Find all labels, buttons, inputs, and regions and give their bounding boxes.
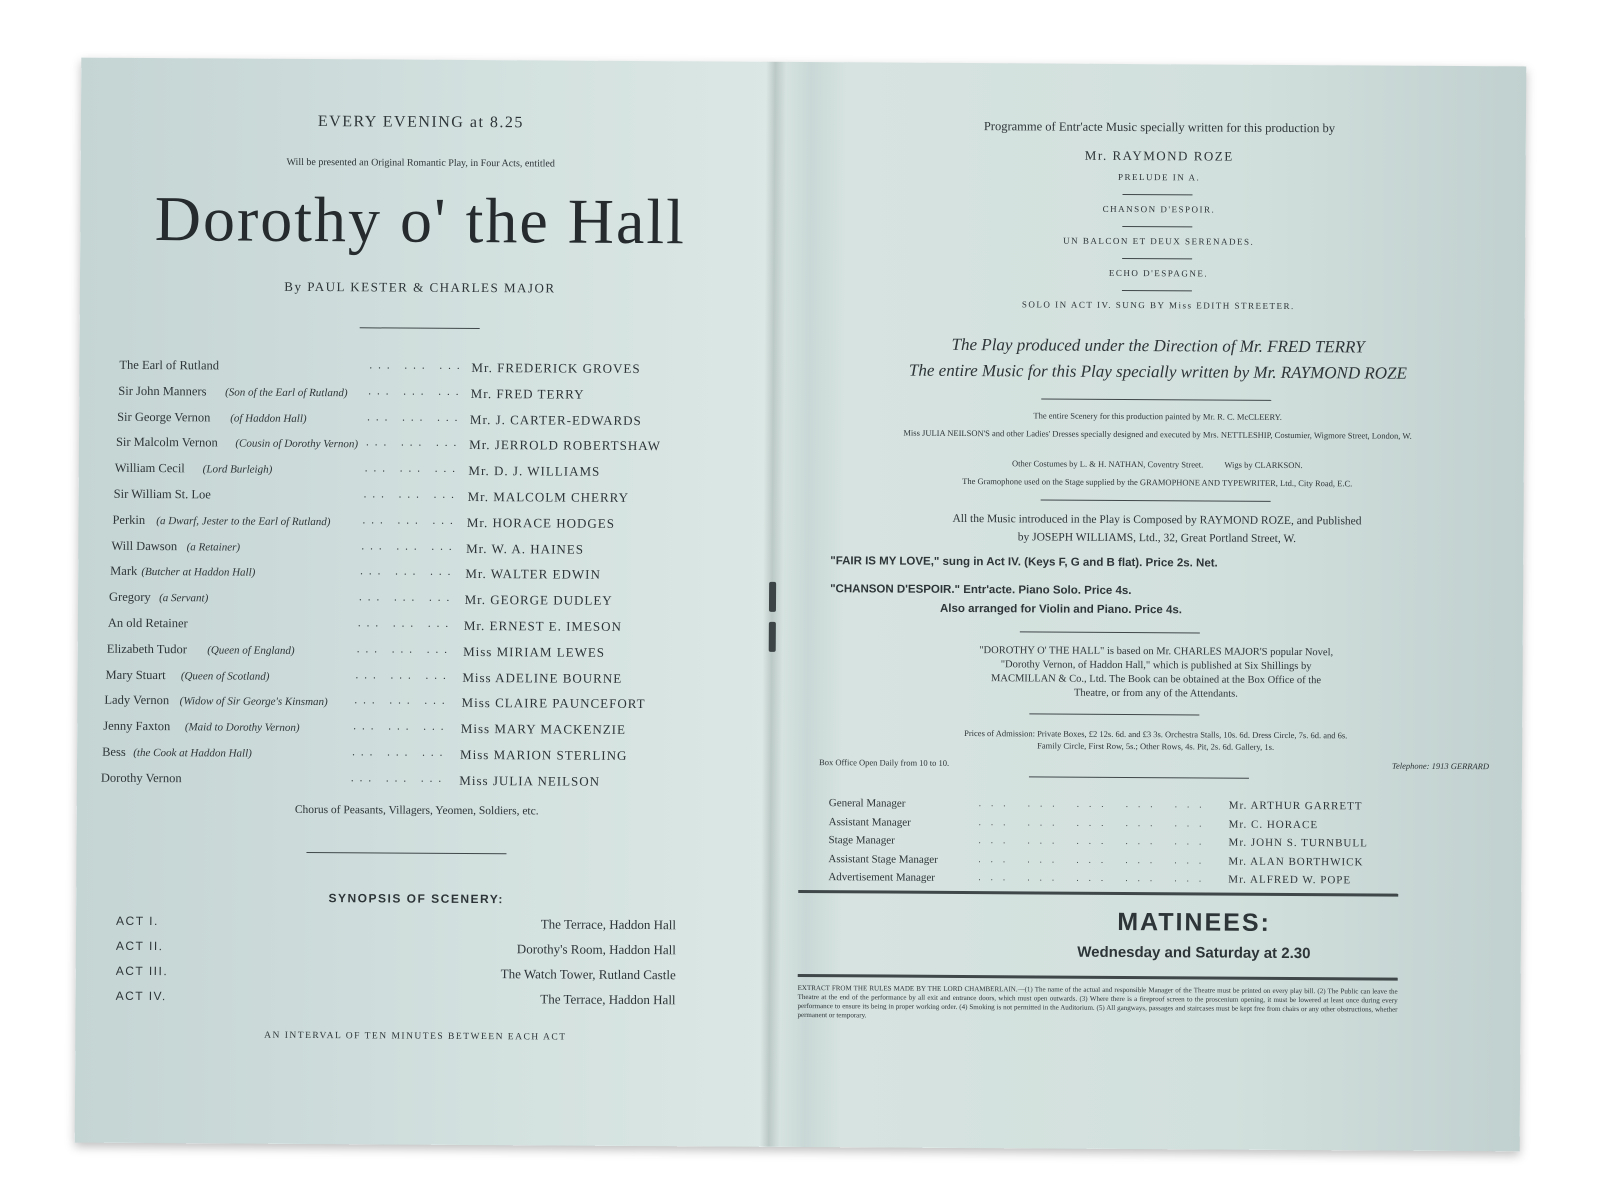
divider bbox=[1123, 194, 1193, 195]
divider bbox=[1041, 398, 1271, 400]
cast-role-note: (Butcher at Haddon Hall) bbox=[141, 566, 256, 580]
manager-name: Mr. ALFRED W. POPE bbox=[1228, 873, 1352, 887]
cast-role: An old Retainer bbox=[107, 615, 188, 631]
manager-name: Mr. ALAN BORTHWICK bbox=[1228, 855, 1364, 868]
music-item: ECHO D'ESPAGNE. bbox=[1108, 267, 1209, 279]
leader-dots: ... ... ... ... ... bbox=[978, 853, 1212, 866]
cast-role-note: (a Servant) bbox=[159, 592, 209, 605]
cast-actor: Mr. GEORGE DUDLEY bbox=[464, 592, 613, 609]
cast-role: Sir John Manners bbox=[118, 383, 207, 399]
manager-name: Mr. JOHN S. TURNBULL bbox=[1228, 836, 1368, 850]
cast-role: Mark bbox=[110, 564, 138, 579]
produced-line: The Play produced under the Direction of Mr. FRED TERRY bbox=[951, 334, 1365, 357]
leader-dots: ... ... ... bbox=[362, 514, 459, 527]
act-row bbox=[116, 964, 676, 991]
credit-dresses: Miss JULIA NEILSON'S and other Ladies' Dresses specially designed and executed by Mrs. NETTLESHIP, Costumier, Wigmore Street, London, W. bbox=[903, 427, 1412, 441]
cast-actor: Miss MARION STERLING bbox=[460, 746, 628, 763]
cast-actor: Miss CLAIRE PAUNCEFORT bbox=[461, 695, 646, 712]
cast-role: Lady Vernon bbox=[104, 693, 170, 708]
cast-note-holder bbox=[180, 694, 328, 710]
programme-spread bbox=[75, 58, 1527, 1152]
cast-note-holder bbox=[187, 539, 241, 554]
act-row bbox=[116, 939, 676, 966]
leader-dots: ... ... ... bbox=[352, 746, 449, 759]
divider bbox=[1029, 713, 1199, 715]
cast-note-holder bbox=[203, 462, 273, 477]
staple-bottom bbox=[769, 622, 776, 652]
leader-dots: ... ... ... bbox=[350, 772, 448, 785]
divider bbox=[1122, 290, 1192, 291]
manager-title: General Manager bbox=[828, 797, 906, 810]
novel-line-3: MACMILLAN & Co., Ltd. The Book can be obtained at the Box Office of the bbox=[991, 673, 1322, 687]
credit-gramophone: The Gramophone used on the Stage supplied by the GRAMOPHONE AND TYPEWRITER, Ltd., City Road, E.C. bbox=[962, 475, 1353, 489]
divider bbox=[306, 852, 506, 854]
act-label: ACT III. bbox=[115, 963, 169, 979]
thick-divider bbox=[798, 974, 1398, 981]
leader-dots: ... ... ... bbox=[367, 410, 464, 424]
act-scene: The Terrace, Haddon Hall bbox=[540, 991, 676, 1008]
credit-scenery: The entire Scenery for this production painted by Mr. R. C. McCLEERY. bbox=[1033, 410, 1282, 422]
leader-dots: ... ... ... bbox=[353, 720, 450, 734]
published-line-2: by JOSEPH WILLIAMS, Ltd., 32, Great Portland Street, W. bbox=[1017, 531, 1297, 546]
authors: By PAUL KESTER & CHARLES MAJOR bbox=[284, 278, 556, 296]
box-office: Box Office Open Daily from 10 to 10. bbox=[819, 757, 950, 768]
divider bbox=[1029, 776, 1249, 778]
cast-actor: Mr. MALCOLM CHERRY bbox=[467, 488, 630, 505]
act-label: ACT II. bbox=[115, 938, 164, 954]
cast-role: Sir William St. Loe bbox=[113, 486, 211, 502]
intro-line: Will be presented an Original Romantic Play, in Four Acts, entitled bbox=[286, 156, 555, 170]
lord-chamberlain-extract: EXTRACT FROM THE RULES MADE BY THE LORD CHAMBERLAIN.—(1) The name of the actual and responsible Manager of the Theatre must be printed on every play bill. (2) The Public can leave the Theatre at the end of the performance by all exit and entrance doors, which must open outwards. (3) Where there is a fireproof screen to the proscenium opening, it must be lowered at least once during every performance to ensure its being in proper working order. (4) Smoking is not permitted in the Auditorium. (5) All gangways, passages and staircases must be kept free from chairs or any other obstructions, whether permanent or temporary. bbox=[797, 983, 1398, 1020]
published-line-1: All the Music introduced in the Play is Composed by RAYMOND ROZE, and Published bbox=[952, 512, 1362, 528]
cast-role: Sir George Vernon bbox=[117, 409, 211, 424]
cast-actor: Mr. WALTER EDWIN bbox=[465, 566, 601, 583]
cast-actor: Mr. FREDERICK GROVES bbox=[471, 359, 641, 377]
leader-dots: ... ... ... bbox=[361, 539, 458, 553]
leader-dots: ... ... ... bbox=[365, 436, 463, 450]
act-row bbox=[115, 989, 675, 1016]
leader-dots: ... ... ... bbox=[363, 488, 460, 501]
cast-role: Mary Stuart bbox=[105, 667, 166, 682]
cast-note-holder bbox=[133, 745, 252, 761]
cast-role: Dorothy Vernon bbox=[100, 770, 182, 786]
leader-dots: ... ... ... ... ... bbox=[978, 816, 1212, 829]
act-row bbox=[116, 914, 676, 941]
leader-dots: ... ... ... bbox=[369, 359, 466, 372]
divider bbox=[360, 327, 480, 329]
cast-role-note: (Widow of Sir George's Kinsman) bbox=[179, 695, 328, 709]
cast-note-holder bbox=[181, 668, 270, 684]
music-heading: Programme of Entr'acte Music specially written for this production by bbox=[983, 119, 1336, 136]
prices-line-1: Prices of Admission: Private Boxes, £2 12s. 6d. and £3 3s. Orchestra Stalls, 10s. 6d. Dress Circle, 7s. 6d. and 6s. bbox=[964, 728, 1348, 741]
song-fair-is-my-love: "FAIR IS MY LOVE," sung in Act IV. (Keys F, G and B flat). Price 2s. Net. bbox=[830, 555, 1218, 570]
leader-dots: ... ... ... bbox=[357, 617, 455, 630]
credit-costumes: Other Costumes by L. & H. NATHAN, Coventry Street. Wigs by CLARKSON. bbox=[1012, 458, 1303, 471]
cast-role: William Cecil bbox=[114, 460, 185, 476]
cast-actor: Miss MIRIAM LEWES bbox=[463, 643, 606, 660]
music-item: PRELUDE IN A. bbox=[1117, 171, 1201, 183]
cast-role-note: (Queen of Scotland) bbox=[180, 669, 270, 683]
left-page bbox=[75, 58, 762, 1147]
novel-line-1: "DOROTHY O' THE HALL" is based on Mr. CHARLES MAJOR'S popular Novel, bbox=[979, 645, 1334, 659]
cast-actor: Mr. ERNEST E. IMESON bbox=[463, 617, 622, 634]
cast-role: Bess bbox=[102, 744, 126, 759]
cast-role: The Earl of Rutland bbox=[119, 357, 220, 373]
leader-dots: ... ... ... bbox=[360, 565, 457, 579]
act-scene: The Watch Tower, Rutland Castle bbox=[500, 966, 676, 983]
manager-title: Stage Manager bbox=[828, 834, 895, 847]
cast-role: Perkin bbox=[112, 512, 146, 527]
cast-actor: Miss ADELINE BOURNE bbox=[462, 669, 623, 686]
divider bbox=[1041, 499, 1271, 501]
song-violin-arrangement: Also arranged for Violin and Piano. Price 4s. bbox=[939, 602, 1183, 617]
leader-dots: ... ... ... bbox=[356, 643, 454, 656]
act-label: ACT I. bbox=[116, 913, 159, 929]
cast-note-holder bbox=[159, 590, 208, 605]
interval-note: AN INTERVAL OF TEN MINUTES BETWEEN EACH ACT bbox=[264, 1030, 567, 1043]
cast-note-holder bbox=[141, 564, 255, 580]
cast-note-holder bbox=[156, 513, 330, 529]
act-scene: The Terrace, Haddon Hall bbox=[540, 916, 677, 933]
music-item: SOLO IN ACT IV. SUNG BY Miss EDITH STREETER. bbox=[1021, 299, 1295, 312]
cast-actor: Mr. W. A. HAINES bbox=[466, 540, 585, 557]
leader-dots: ... ... ... bbox=[368, 385, 465, 398]
cast-role-note: (the Cook at Haddon Hall) bbox=[133, 746, 252, 760]
cast-actor: Mr. HORACE HODGES bbox=[466, 514, 616, 531]
cast-actor: Miss JULIA NEILSON bbox=[459, 772, 601, 789]
cast-role-note: (Son of the Earl of Rutland) bbox=[225, 386, 348, 400]
leader-dots: ... ... ... bbox=[364, 462, 462, 476]
divider bbox=[1122, 226, 1192, 227]
cast-role: Elizabeth Tudor bbox=[106, 641, 187, 657]
cast-actor: Mr. FRED TERRY bbox=[470, 385, 585, 402]
synopsis-title: SYNOPSIS OF SCENERY: bbox=[328, 891, 504, 907]
leader-dots: ... ... ... bbox=[354, 694, 451, 708]
telephone: Telephone: 1913 GERRARD bbox=[1392, 760, 1490, 772]
cast-note-holder bbox=[185, 719, 300, 735]
manager-title: Assistant Manager bbox=[828, 815, 911, 829]
cast-row bbox=[77, 770, 757, 800]
prices-line-2: Family Circle, First Row, 5s.; Other Rows, 4s. Pit, 2s. 6d. Gallery, 1s. bbox=[1037, 740, 1275, 752]
manager-title: Advertisement Manager bbox=[828, 871, 935, 884]
composer: Mr. RAYMOND ROZE bbox=[1084, 147, 1234, 164]
play-title: Dorothy o' the Hall bbox=[154, 183, 687, 258]
cast-actor: Miss MARY MACKENZIE bbox=[460, 721, 627, 738]
cast-actor: Mr. J. CARTER-EDWARDS bbox=[469, 411, 642, 428]
cast-note-holder bbox=[225, 384, 348, 400]
cast-role-note: (Cousin of Dorothy Vernon) bbox=[235, 437, 359, 451]
right-page bbox=[787, 62, 1527, 1151]
cast-role: Jenny Faxton bbox=[103, 718, 171, 734]
cast-role-note: (Queen of England) bbox=[207, 644, 295, 657]
leader-dots: ... ... ... bbox=[358, 591, 456, 605]
cast-actor: Mr. D. J. WILLIAMS bbox=[468, 463, 601, 479]
cast-role-note: (Maid to Dorothy Vernon) bbox=[184, 721, 300, 735]
chorus-line: Chorus of Peasants, Villagers, Yeomen, Soldiers, etc. bbox=[294, 803, 539, 818]
manager-title: Assistant Stage Manager bbox=[828, 852, 938, 866]
cast-note-holder bbox=[235, 436, 358, 452]
cast-role-note: (Lord Burleigh) bbox=[202, 463, 273, 476]
leader-dots: ... ... ... ... ... bbox=[978, 835, 1212, 847]
staple-top bbox=[769, 582, 776, 612]
divider bbox=[1122, 258, 1192, 259]
leader-dots: ... ... ... ... ... bbox=[978, 798, 1212, 810]
cast-role-note: (of Haddon Hall) bbox=[230, 412, 307, 425]
act-scene: Dorothy's Room, Haddon Hall bbox=[516, 941, 676, 958]
divider bbox=[1020, 631, 1200, 633]
cast-note-holder bbox=[207, 642, 294, 658]
novel-line-4: Theatre, or from any of the Attendants. bbox=[1073, 687, 1238, 700]
cast-role-note: (a Retainer) bbox=[186, 540, 241, 554]
music-line: The entire Music for this Play specially written by Mr. RAYMOND ROZE bbox=[908, 360, 1407, 383]
matinees-time: Wednesday and Saturday at 2.30 bbox=[1077, 943, 1311, 963]
cast-role: Gregory bbox=[108, 589, 151, 605]
novel-line-2: "Dorothy Vernon, of Haddon Hall," which is published at Six Shillings by bbox=[1000, 659, 1312, 673]
act-label: ACT IV. bbox=[115, 988, 167, 1004]
cast-actor: Mr. JERROLD ROBERTSHAW bbox=[469, 437, 661, 454]
music-item: CHANSON D'ESPOIR. bbox=[1102, 203, 1216, 215]
cast-role: Sir Malcolm Vernon bbox=[115, 435, 218, 450]
leader-dots: ... ... ... ... ... bbox=[978, 872, 1212, 884]
manager-name: Mr. C. HORACE bbox=[1228, 818, 1319, 831]
manager-name: Mr. ARTHUR GARRETT bbox=[1228, 799, 1363, 813]
cast-role: Will Dawson bbox=[111, 538, 178, 553]
leader-dots: ... ... ... bbox=[355, 668, 452, 682]
cast-note-holder bbox=[230, 410, 306, 425]
music-item: UN BALCON ET DEUX SERENADES. bbox=[1063, 235, 1255, 247]
cast-role-note: (a Dwarf, Jester to the Earl of Rutland) bbox=[156, 514, 331, 528]
matinees-title: MATINEES: bbox=[1117, 907, 1271, 937]
song-chanson-despoir: "CHANSON D'ESPOIR." Entr'acte. Piano Solo. Price 4s. bbox=[830, 583, 1132, 598]
intro-time: EVERY EVENING at 8.25 bbox=[317, 113, 524, 132]
